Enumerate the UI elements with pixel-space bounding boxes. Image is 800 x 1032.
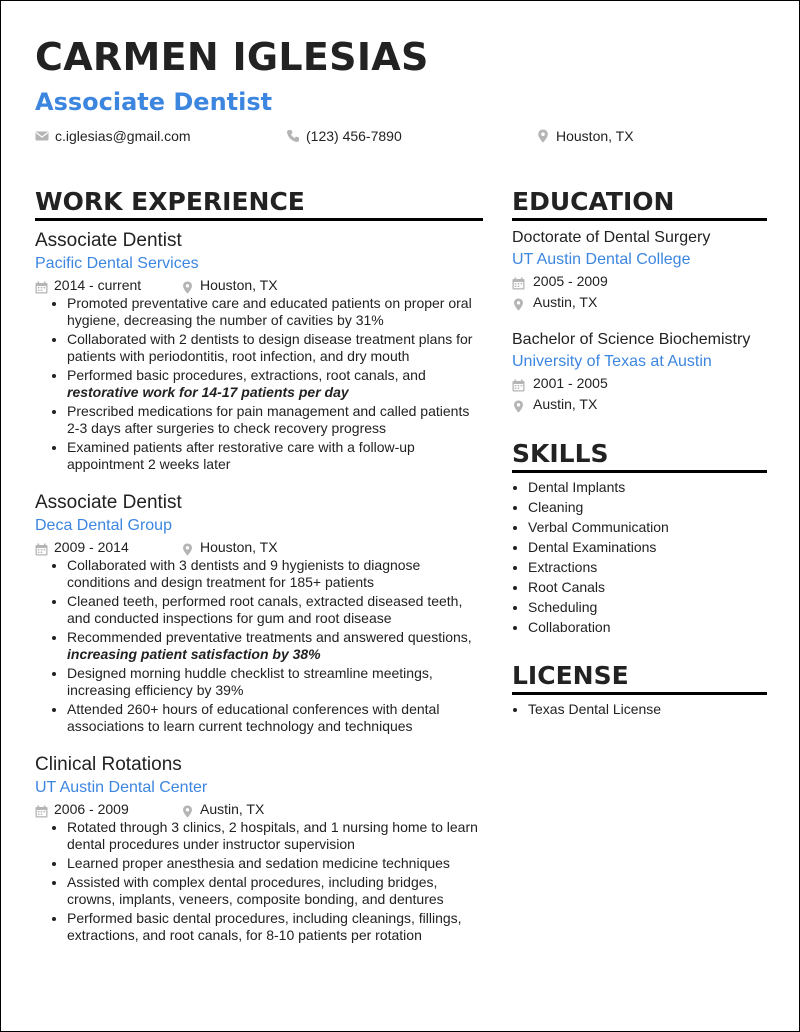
envelope-icon	[35, 129, 49, 143]
education-dates-text: 2001 - 2005	[533, 375, 608, 391]
bullet-text: Performed basic dental procedures, including cleanings, fillings, extractions, and root canals, for 8-10 patients per rotation	[67, 910, 462, 943]
education-entry	[512, 227, 767, 313]
job-bullets	[35, 819, 483, 944]
skill-item: • Scheduling	[528, 597, 767, 617]
job-dates-text: 2009 - 2014	[54, 539, 129, 555]
bullet-text: Learned proper anesthesia and sedation medicine techniques	[67, 855, 450, 871]
candidate-title: Associate Dentist	[35, 88, 273, 116]
school-name: University of Texas at Austin	[512, 353, 712, 370]
calendar-icon	[35, 803, 48, 816]
company-name: Pacific Dental Services	[35, 255, 199, 272]
bullet-text: Attended 260+ hours of educational conferences with dental associations to learn current technology and techniques	[67, 701, 440, 734]
contact-email	[35, 126, 191, 146]
bullet-item	[67, 665, 483, 699]
education-entry	[512, 329, 767, 415]
bullet-item	[67, 819, 483, 853]
job-bullets	[35, 557, 483, 735]
skill-item: • Root Canals	[528, 577, 767, 597]
bullet-text: Prescribed medications for pain management and called patients 2-3 days after surgeries to check recovery progress	[67, 403, 470, 436]
job-location-text: Houston, TX	[200, 277, 278, 293]
job-location	[181, 537, 278, 557]
job-location-text: Houston, TX	[200, 539, 278, 555]
skill-item: • Dental Examinations	[528, 537, 767, 557]
job-meta	[35, 275, 483, 295]
right-column	[512, 187, 767, 719]
job-bullets	[35, 295, 483, 473]
bullet-item	[67, 701, 483, 735]
job-title: Clinical Rotations	[35, 754, 182, 775]
bullet-highlight: restorative work for 14-17 patients per day	[67, 384, 349, 400]
map-pin-icon	[536, 129, 550, 143]
job-dates	[35, 275, 181, 295]
calendar-icon	[512, 275, 525, 288]
bullet-text: Collaborated with 2 dentists to design disease treatment plans for patients with periodontitis, root infection, and dry mouth	[67, 331, 473, 364]
bullet-item	[67, 403, 483, 437]
contact-location	[536, 126, 634, 146]
education-location-text: Austin, TX	[533, 396, 598, 412]
job-entry	[35, 491, 483, 735]
bullet-item	[67, 367, 483, 401]
skills-heading: SKILLS	[512, 439, 767, 473]
map-pin-icon	[181, 803, 194, 816]
map-pin-icon	[181, 541, 194, 554]
location-text: Houston, TX	[556, 128, 634, 144]
bullet-text: Designed morning huddle checklist to streamline meetings, increasing efficiency by 39%	[67, 665, 433, 698]
skill-item: • Dental Implants	[528, 477, 767, 497]
bullet-item	[67, 593, 483, 627]
phone-text: (123) 456-7890	[306, 128, 402, 144]
calendar-icon	[35, 541, 48, 554]
education-dates	[512, 271, 767, 292]
job-dates-text: 2006 - 2009	[54, 801, 129, 817]
bullet-item	[67, 855, 483, 872]
calendar-icon	[35, 279, 48, 292]
bullet-text: Promoted preventative care and educated patients on proper oral hygiene, decreasing the number of cavities by 31%	[67, 295, 472, 328]
skills-section	[512, 439, 767, 637]
bullet-item	[67, 910, 483, 944]
job-entry	[35, 229, 483, 473]
license-section	[512, 661, 767, 719]
education-dates	[512, 373, 767, 394]
candidate-name: CARMEN IGLESIAS	[35, 35, 429, 79]
job-title: Associate Dentist	[35, 492, 182, 513]
degree-name: Bachelor of Science Biochemistry	[512, 331, 751, 348]
bullet-item	[67, 557, 483, 591]
phone-icon	[286, 129, 300, 143]
left-column	[35, 187, 483, 946]
bullet-item	[67, 874, 483, 908]
bullet-item	[67, 629, 483, 663]
skill-item: • Collaboration	[528, 617, 767, 637]
job-dates-text: 2014 - current	[54, 277, 142, 293]
map-pin-icon	[512, 296, 525, 309]
job-meta	[35, 799, 483, 819]
skills-list	[512, 477, 767, 637]
job-list	[35, 229, 483, 944]
contact-phone	[286, 126, 402, 146]
bullet-text: Rotated through 3 clinics, 2 hospitals, and 1 nursing home to learn dental procedures under instructor supervision	[67, 819, 478, 852]
map-pin-icon	[512, 398, 525, 411]
company-name: Deca Dental Group	[35, 517, 172, 534]
job-location	[181, 275, 278, 295]
work-experience-heading: WORK EXPERIENCE	[35, 187, 483, 221]
skill-item: • Cleaning	[528, 497, 767, 517]
education-list	[512, 227, 767, 415]
degree-name: Doctorate of Dental Surgery	[512, 229, 711, 246]
bullet-text: Examined patients after restorative care with a follow-up appointment 2 weeks later	[67, 439, 415, 472]
bullet-item	[67, 295, 483, 329]
bullet-text: Performed basic procedures, extractions, root canals, and	[67, 367, 426, 383]
skill-item: • Extractions	[528, 557, 767, 577]
bullet-text: Assisted with complex dental procedures, including bridges, crowns, implants, veneers, composite bonding, and dentures	[67, 874, 444, 907]
license-item: • Texas Dental License	[528, 699, 767, 719]
education-location-text: Austin, TX	[533, 294, 598, 310]
bullet-item	[67, 331, 483, 365]
bullet-text: Recommended preventative treatments and answered questions,	[67, 629, 472, 645]
license-heading: LICENSE	[512, 661, 767, 695]
license-list	[512, 699, 767, 719]
school-name: UT Austin Dental College	[512, 251, 691, 268]
job-location	[181, 799, 264, 819]
education-location	[512, 394, 767, 415]
education-dates-text: 2005 - 2009	[533, 273, 608, 289]
bullet-highlight: increasing patient satisfaction by 38%	[67, 646, 321, 662]
education-heading: EDUCATION	[512, 187, 767, 221]
company-name: UT Austin Dental Center	[35, 779, 208, 796]
map-pin-icon	[181, 279, 194, 292]
bullet-item	[67, 439, 483, 473]
email-text: c.iglesias@gmail.com	[55, 128, 191, 144]
job-dates	[35, 799, 181, 819]
bullet-text: Cleaned teeth, performed root canals, extracted diseased teeth, and conducted inspections for gum and root disease	[67, 593, 463, 626]
job-title: Associate Dentist	[35, 230, 182, 251]
skill-item: • Verbal Communication	[528, 517, 767, 537]
job-dates	[35, 537, 181, 557]
job-location-text: Austin, TX	[200, 801, 265, 817]
calendar-icon	[512, 377, 525, 390]
bullet-text: Collaborated with 3 dentists and 9 hygienists to diagnose conditions and design treatment for 185+ patients	[67, 557, 421, 590]
job-entry	[35, 753, 483, 944]
job-meta	[35, 537, 483, 557]
education-location	[512, 292, 767, 313]
